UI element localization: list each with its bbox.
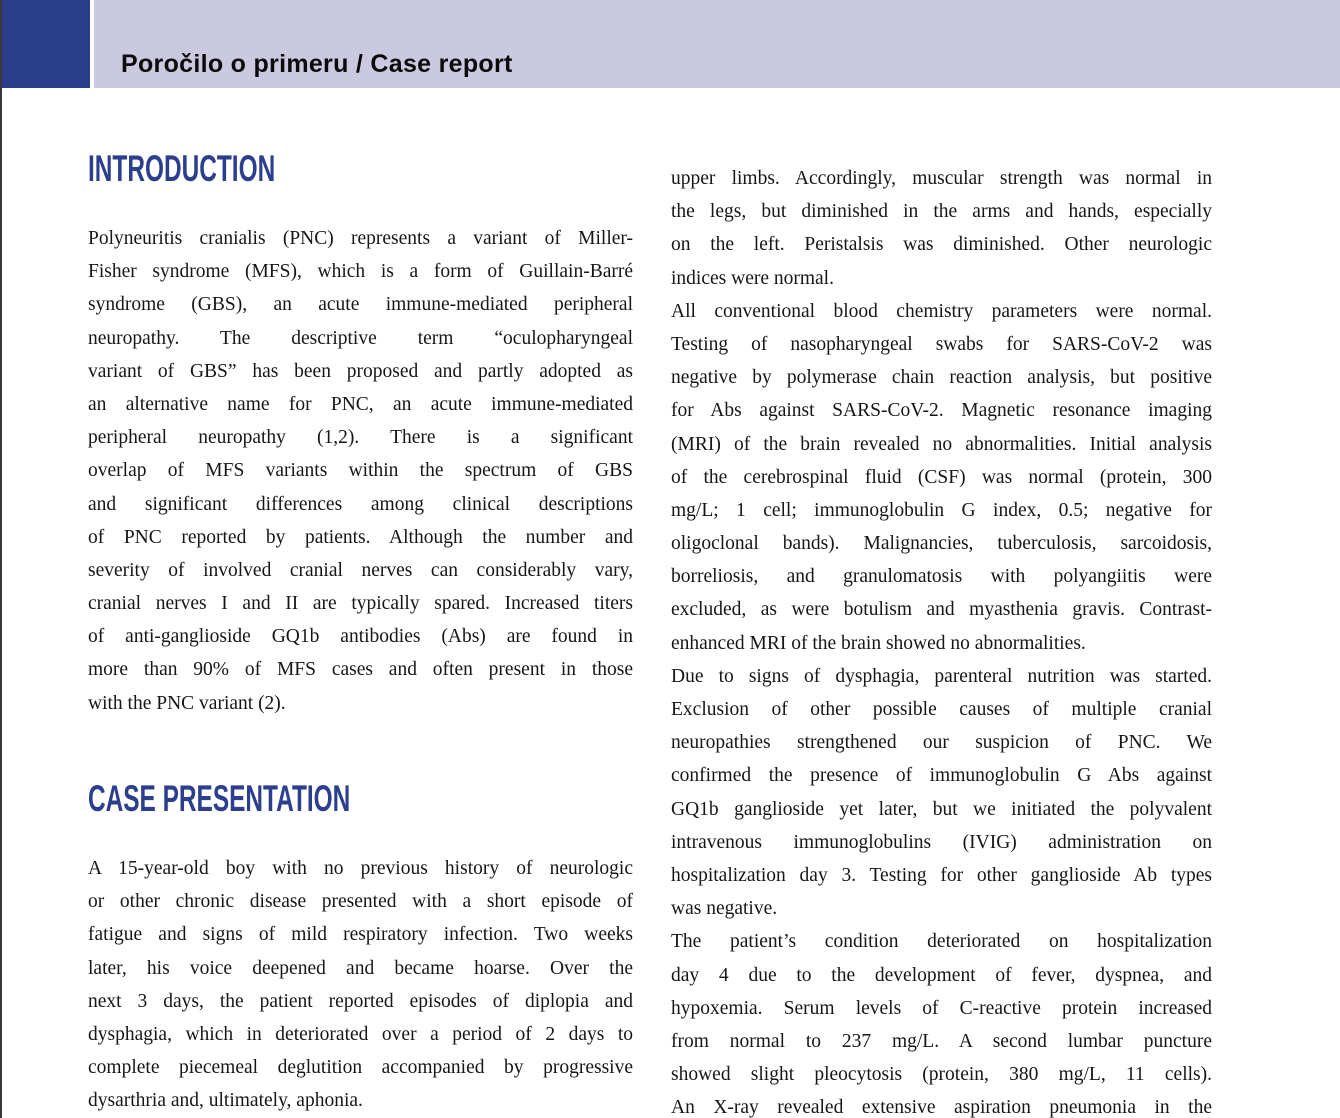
text-line: hypoxemia. Serum levels of C-reactive protein increased	[671, 997, 1212, 1019]
text-line: hospitalization day 3. Testing for other ganglioside Ab types	[671, 864, 1212, 886]
text-line: of PNC reported by patients. Although the number and	[88, 526, 633, 548]
text-line: (MRI) of the brain revealed no abnormalities. Initial analysis	[671, 433, 1212, 455]
text-line: enhanced MRI of the brain showed no abnormalities.	[671, 632, 1086, 654]
text-line: on the left. Peristalsis was diminished. Other neurologic	[671, 234, 1212, 256]
text-line: dysarthria and, ultimately, aphonia.	[88, 1090, 363, 1112]
text-line: of anti-ganglioside GQ1b antibodies (Abs) are found in	[88, 626, 633, 648]
text-line: an alternative name for PNC, an acute immune-mediated	[88, 393, 633, 415]
text-line: for Abs against SARS-CoV-2. Magnetic resonance imaging	[671, 400, 1212, 422]
text-line: day 4 due to the development of fever, dyspnea, and	[671, 964, 1212, 986]
text-line: indices were normal.	[671, 267, 834, 289]
text-line: fatigue and signs of mild respiratory infection. Two weeks	[88, 924, 633, 946]
text-line: peripheral neuropathy (1,2). There is a significant	[88, 427, 633, 449]
text-line: Testing of nasopharyngeal swabs for SARS-CoV-2 was	[671, 333, 1212, 355]
text-line: syndrome (GBS), an acute immune-mediated peripheral	[88, 294, 633, 316]
left-column	[88, 0, 633, 1118]
section-label: Poročilo o primeru / Case report	[121, 50, 513, 78]
right-column	[671, 162, 1212, 1118]
text-line: dysphagia, which in deteriorated over a period of 2 days to	[88, 1023, 633, 1045]
text-line: A 15-year-old boy with no previous history of neurologic	[88, 858, 633, 879]
text-line: was negative.	[671, 898, 778, 920]
text-line: with the PNC variant (2).	[88, 692, 286, 714]
text-line: oligoclonal bands). Malignancies, tuberculosis, sarcoidosis,	[671, 533, 1212, 555]
text-line: of the cerebrospinal fluid (CSF) was normal (protein, 300	[671, 466, 1212, 488]
page-edge-line	[0, 0, 2, 1118]
text-line: Fisher syndrome (MFS), which is a form of Guillain-Barré	[88, 261, 633, 283]
text-line: overlap of MFS variants within the spectrum of GBS	[88, 460, 633, 482]
text-line: All conventional blood chemistry parameters were normal.	[671, 300, 1212, 322]
text-line: upper limbs. Accordingly, muscular strength was normal in	[671, 168, 1212, 189]
text-line: severity of involved cranial nerves can considerably vary,	[88, 559, 633, 581]
text-line: next 3 days, the patient reported episodes of diplopia and	[88, 990, 633, 1012]
text-line: Due to signs of dysphagia, parenteral nutrition was started.	[671, 665, 1212, 687]
text-line: complete piecemeal deglutition accompanied by progressive	[88, 1057, 633, 1079]
text-line: later, his voice deepened and became hoarse. Over the	[88, 957, 633, 979]
text-line: intravenous immunoglobulins (IVIG) administration on	[671, 831, 1212, 853]
text-line: and significant differences among clinical descriptions	[88, 493, 633, 515]
accent-square	[2, 0, 90, 88]
text-line: mg/L; 1 cell; immunoglobulin G index, 0.5; negative for	[671, 499, 1212, 521]
heading-introduction: INTRODUCTION	[88, 148, 276, 189]
paragraph-deterioration	[671, 925, 1212, 1118]
text-line: The patient’s condition deteriorated on hospitalization	[671, 931, 1212, 953]
text-line: Polyneuritis cranialis (PNC) represents a variant of Miller-	[88, 228, 633, 249]
text-line: variant of GBS” has been proposed and partly adopted as	[88, 360, 633, 382]
text-line: more than 90% of MFS cases and often present in those	[88, 659, 633, 681]
text-line: An X-ray revealed extensive aspiration pneumonia in the	[671, 1097, 1212, 1118]
text-line: the legs, but diminished in the arms and hands, especially	[671, 201, 1212, 223]
text-line: excluded, as were botulism and myasthenia gravis. Contrast-	[671, 599, 1212, 621]
paragraph-treatment	[671, 660, 1212, 926]
text-line: neuropathy. The descriptive term “oculopharyngeal	[88, 327, 633, 349]
text-line: negative by polymerase chain reaction analysis, but positive	[671, 367, 1212, 389]
text-line: Exclusion of other possible causes of multiple cranial	[671, 699, 1212, 720]
text-line: neuropathies strengthened our suspicion of PNC. We	[671, 732, 1212, 754]
paragraph-introduction	[88, 222, 633, 720]
text-line: GQ1b ganglioside yet later, but we initiated the polyvalent	[671, 798, 1212, 820]
paragraph-lab-imaging	[671, 295, 1212, 660]
heading-case-presentation: CASE PRESENTATION	[88, 778, 351, 819]
paragraph-exam-findings	[671, 162, 1212, 295]
text-line: confirmed the presence of immunoglobulin G Abs against	[671, 765, 1212, 787]
text-line: cranial nerves I and II are typically spared. Increased titers	[88, 593, 633, 615]
text-line: showed slight pleocytosis (protein, 380 mg/L, 11 cells).	[671, 1064, 1212, 1086]
text-line: from normal to 237 mg/L. A second lumbar puncture	[671, 1030, 1212, 1052]
paragraph-case-presentation	[88, 852, 633, 1118]
text-line: borreliosis, and granulomatosis with polyangiitis were	[671, 566, 1212, 588]
text-line: or other chronic disease presented with a short episode of	[88, 891, 633, 913]
